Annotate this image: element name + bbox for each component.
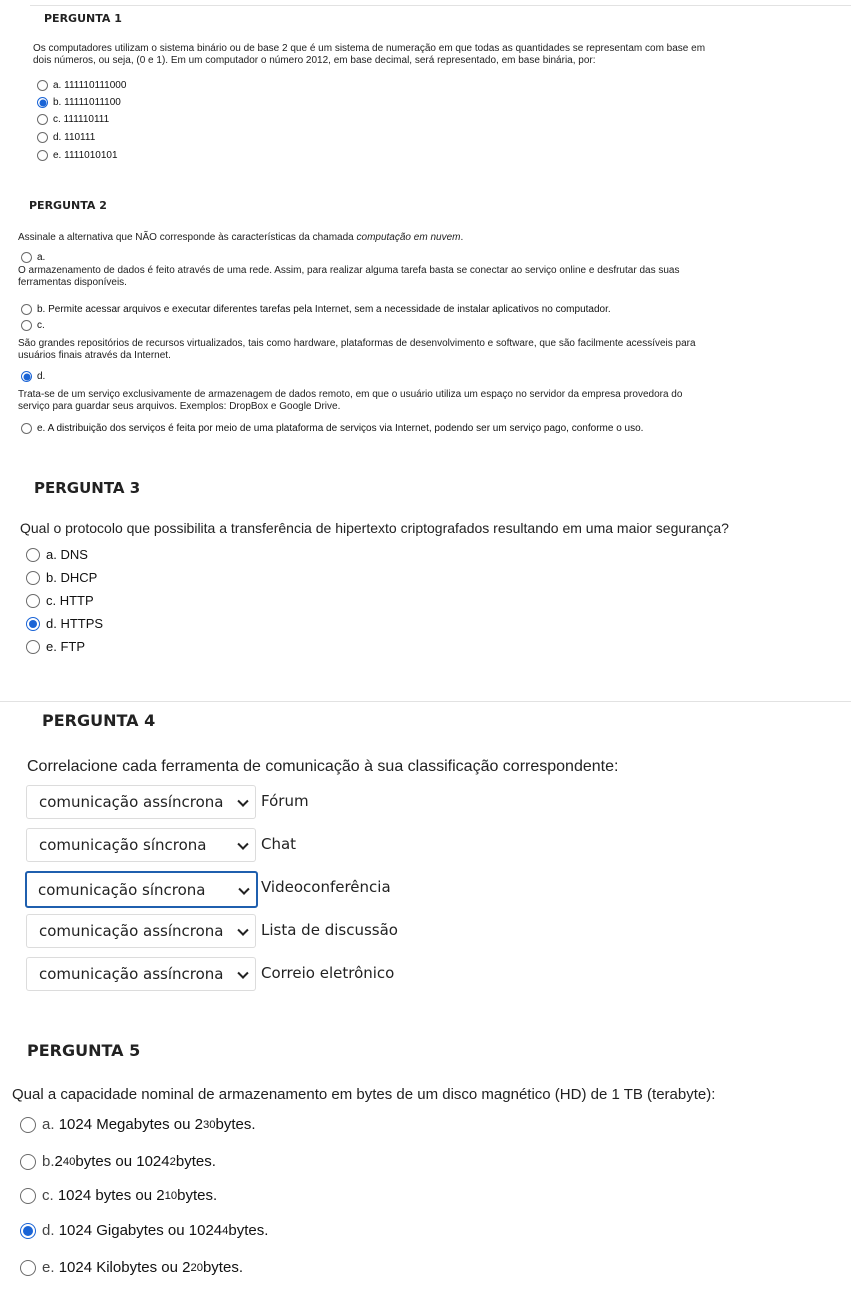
question-5-text: Qual a capacidade nominal de armazenamento em bytes de um disco magnético (HD) de 1 TB (terabyte): — [12, 1086, 716, 1103]
radio-button[interactable] — [21, 371, 32, 382]
question-4-title: PERGUNTA 4 — [42, 711, 156, 730]
radio-button[interactable] — [20, 1117, 36, 1133]
question-2-title: PERGUNTA 2 — [29, 199, 107, 212]
tool-label-lista: Lista de discussão — [261, 921, 398, 939]
q1-option-d[interactable]: d. 110111 — [37, 132, 95, 143]
radio-button[interactable] — [20, 1260, 36, 1276]
divider — [30, 5, 851, 6]
q5-option-e[interactable]: e. 1024 Kilobytes ou 2 20 bytes. — [20, 1259, 243, 1276]
chevron-down-icon — [237, 968, 248, 979]
radio-button[interactable] — [20, 1154, 36, 1170]
tool-label-videoconferencia: Videoconferência — [261, 878, 391, 896]
q5-option-a[interactable]: a. 1024 Megabytes ou 2 30 bytes. — [20, 1116, 256, 1133]
radio-button[interactable] — [37, 80, 48, 91]
q3-option-d[interactable]: d. HTTPS — [26, 616, 103, 631]
radio-button[interactable] — [21, 320, 32, 331]
q1-option-a[interactable]: a. 111110111000 — [37, 80, 126, 91]
q3-option-e[interactable]: e. FTP — [26, 639, 85, 654]
q2-option-c-text: São grandes repositórios de recursos virtualizados, tais como hardware, plataformas de desenvolvimento e software, que são facilmente acessíveis para usuários finais através da Internet. — [18, 338, 696, 361]
radio-button[interactable] — [20, 1223, 36, 1239]
question-3-text: Qual o protocolo que possibilita a transferência de hipertexto criptografados resultando em uma maior segurança? — [20, 520, 729, 536]
q5-option-b[interactable]: b. 2 40 bytes ou 1024 2 bytes. — [20, 1153, 216, 1170]
radio-button[interactable] — [26, 594, 40, 608]
q2-option-d-text: Trata-se de um serviço exclusivamente de armazenagem de dados remoto, em que o usuário utiliza um espaço no servidor da empresa provedora do serviço para guardar seus arquivos. Exemplos: DropBox e Google Drive. — [18, 389, 683, 412]
classification-select-correio[interactable]: comunicação assíncrona — [26, 957, 256, 991]
q5-option-d[interactable]: d. 1024 Gigabytes ou 1024 4 bytes. — [20, 1222, 268, 1239]
classification-select-lista[interactable]: comunicação assíncrona — [26, 914, 256, 948]
question-5-title: PERGUNTA 5 — [27, 1041, 141, 1060]
radio-button[interactable] — [20, 1188, 36, 1204]
classification-select-videoconferencia[interactable]: comunicação síncrona — [25, 871, 258, 908]
q2-option-c[interactable]: c. — [21, 320, 45, 331]
radio-button[interactable] — [21, 423, 32, 434]
q1-option-c[interactable]: c. 111110111 — [37, 114, 109, 125]
question-2-text: Assinale a alternativa que NÃO corresponde às características da chamada computação em nuvem. — [18, 232, 464, 243]
radio-button[interactable] — [21, 304, 32, 315]
q2-option-b[interactable]: b. Permite acessar arquivos e executar diferentes tarefas pela Internet, sem a necessidade de instalar aplicativos no computador. — [21, 304, 611, 315]
question-1-text: Os computadores utilizam o sistema binário ou de base 2 que é um sistema de numeração em que todas as quantidades se representam com base em dois números, ou seja, (0 e 1). Em um computador o número 2012, em base decimal, será representado, em base binária, por: — [33, 43, 706, 66]
chevron-down-icon — [238, 883, 249, 894]
radio-button[interactable] — [37, 150, 48, 161]
q3-option-a[interactable]: a. DNS — [26, 547, 88, 562]
q3-option-b[interactable]: b. DHCP — [26, 570, 97, 585]
classification-select-chat[interactable]: comunicação síncrona — [26, 828, 256, 862]
q2-option-a-text: O armazenamento de dados é feito através de uma rede. Assim, para realizar alguma tarefa basta se conectar ao serviço online e desfrutar das suas ferramentas disponíveis. — [18, 265, 680, 288]
tool-label-correio: Correio eletrônico — [261, 964, 395, 982]
radio-button[interactable] — [37, 132, 48, 143]
radio-button[interactable] — [21, 252, 32, 263]
tool-label-chat: Chat — [261, 835, 297, 853]
question-1-title: PERGUNTA 1 — [44, 12, 122, 25]
radio-button[interactable] — [26, 640, 40, 654]
radio-button[interactable] — [26, 548, 40, 562]
chevron-down-icon — [237, 925, 248, 936]
q2-option-a[interactable]: a. — [21, 252, 45, 263]
q3-option-c[interactable]: c. HTTP — [26, 593, 94, 608]
radio-button[interactable] — [37, 114, 48, 125]
q1-option-b[interactable]: b. 11111011100 — [37, 97, 121, 108]
q2-option-d[interactable]: d. — [21, 371, 45, 382]
question-4-text: Correlacione cada ferramenta de comunicação à sua classificação correspondente: — [27, 758, 619, 775]
radio-button[interactable] — [26, 571, 40, 585]
q5-option-c[interactable]: c. 1024 bytes ou 2 10 bytes. — [20, 1187, 217, 1204]
chevron-down-icon — [237, 796, 248, 807]
classification-select-forum[interactable]: comunicação assíncrona — [26, 785, 256, 819]
radio-button[interactable] — [26, 617, 40, 631]
divider — [0, 701, 851, 702]
tool-label-forum: Fórum — [261, 792, 309, 810]
question-3-title: PERGUNTA 3 — [34, 479, 141, 497]
radio-button[interactable] — [37, 97, 48, 108]
q2-option-e[interactable]: e. A distribuição dos serviços é feita por meio de uma plataforma de serviços via Internet, podendo ser um serviço pago, conforme o uso. — [21, 423, 643, 434]
chevron-down-icon — [237, 839, 248, 850]
q1-option-e[interactable]: e. 1111010101 — [37, 150, 118, 161]
